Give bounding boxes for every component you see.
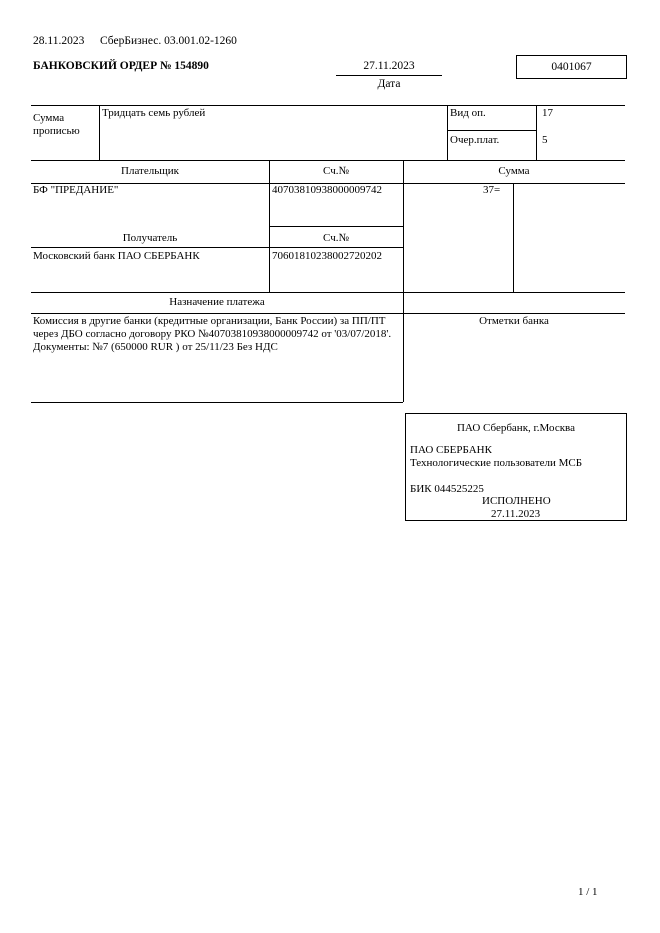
purpose-line-3: Документы: №7 (650000 RUR ) от 25/11/23 Без НДС <box>33 341 278 353</box>
stamp-bank-city: ПАО Сбербанк, г.Москва <box>456 422 575 434</box>
bank-stamp <box>405 413 627 521</box>
rule-recipient-bottom <box>31 292 625 293</box>
form-code: 0401067 <box>551 61 592 73</box>
purpose-header: Назначение платежа <box>169 296 265 308</box>
sum-header: Сумма <box>498 165 530 177</box>
sum-value: 37= <box>483 184 501 196</box>
payer-name: БФ "ПРЕДАНИЕ" <box>33 184 119 196</box>
stamp-bank-name: ПАО СБЕРБАНК <box>410 444 492 456</box>
rule-recipient-account-header <box>269 247 403 248</box>
rule-op-mid <box>447 130 536 131</box>
recipient-header: Получатель <box>122 232 178 244</box>
date-label: Дата <box>377 78 401 90</box>
recipient-account-header: Сч.№ <box>323 232 349 244</box>
recipient-name: Московский банк ПАО СБЕРБАНК <box>33 250 200 262</box>
rule-recipient-header <box>31 247 269 248</box>
stamp-date: 27.11.2023 <box>491 508 541 520</box>
rule-amount-label-sep <box>99 105 100 160</box>
rule-op-sep <box>447 105 448 160</box>
payer-account: 40703810938000009742 <box>272 184 382 196</box>
page-number: 1 / 1 <box>578 886 598 898</box>
rule-amount-bottom <box>31 160 625 161</box>
date-underline <box>336 75 442 76</box>
amount-words-label-2: прописью <box>33 125 80 137</box>
stamp-department: Технологические пользователи МСБ <box>410 457 583 469</box>
operation-type-label: Вид оп. <box>450 107 486 119</box>
operation-type-value: 17 <box>542 107 553 119</box>
amount-words-label-1: Сумма <box>33 112 65 124</box>
rule-payer-account-bottom <box>269 226 403 227</box>
purpose-line-1: Комиссия в другие банки (кредитные организации, Банк России) за ПП/ПТ <box>33 315 386 327</box>
rule-op-value-sep <box>536 105 537 160</box>
form-code-box <box>516 55 627 79</box>
purpose-line-2: через ДБО согласно договору РКО №40703810938000009742 от '03/07/2018'. <box>33 328 392 340</box>
recipient-account: 70601810238002720202 <box>272 250 382 262</box>
payer-header: Плательщик <box>121 165 179 177</box>
rule-purpose-bottom <box>31 402 403 403</box>
stamp-status: ИСПОЛНЕНО <box>482 495 551 507</box>
payer-account-header: Сч.№ <box>323 165 349 177</box>
payment-priority-label: Очер.плат. <box>450 134 500 146</box>
system-version: СберБизнес. 03.001.02-1260 <box>100 35 237 47</box>
order-date: 27.11.2023 <box>363 60 415 72</box>
amount-words-value: Тридцать семь рублей <box>102 107 206 119</box>
print-date: 28.11.2023 <box>33 35 85 47</box>
payment-priority-value: 5 <box>542 134 548 146</box>
order-title: БАНКОВСКИЙ ОРДЕР № 154890 <box>33 60 209 72</box>
stamp-bik: БИК 044525225 <box>410 483 484 495</box>
rule-sum-inner <box>513 183 514 292</box>
rule-sum-sep <box>403 160 404 402</box>
bank-marks-header: Отметки банка <box>479 315 549 327</box>
rule-purpose-header <box>31 313 625 314</box>
